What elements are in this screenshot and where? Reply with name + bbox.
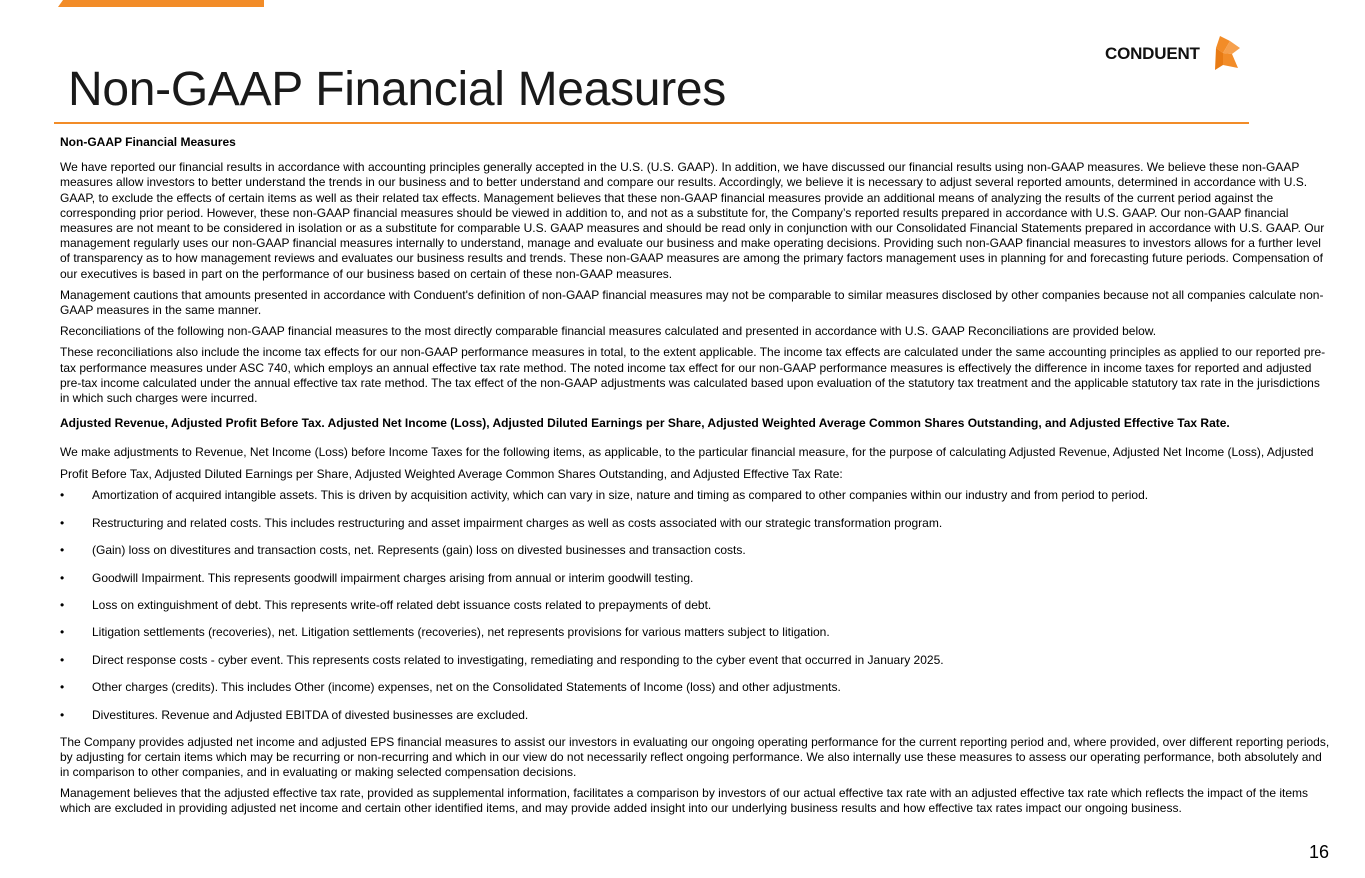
conduent-logo: [1105, 34, 1246, 74]
bullet: •: [60, 625, 65, 640]
bullet: •: [60, 652, 65, 667]
list-item: [60, 543, 1332, 570]
bullet: •: [60, 570, 65, 585]
section-heading: Non-GAAP Financial Measures: [60, 135, 236, 149]
list-item-text: Direct response costs - cyber event. This represents costs related to investigating, remediating and responding to the cyber event that occurred in January 2025.: [92, 652, 944, 667]
content-body: [60, 135, 1332, 823]
list-item: [60, 571, 1332, 598]
section-heading: Adjusted Revenue, Adjusted Profit Before Tax. Adjusted Net Income (Loss), Adjusted Diluted Earnings per Share, Adjusted Weighted Average Common Shares Outstanding, and Adjusted Effective Tax Rate.: [60, 416, 1230, 431]
paragraph: Management cautions that amounts presented in accordance with Conduent's definition of non-GAAP financial measures may not be comparable to similar measures disclosed by other companies because not all companies calculate non-GAAP measures in the same manner.: [60, 287, 1324, 318]
paragraph: Reconciliations of the following non-GAAP financial measures to the most directly comparable financial measures calculated and presented in accordance with U.S. GAAP Reconciliations are provided below.: [60, 324, 1157, 339]
logo-wordmark: CONDUENT: [1105, 44, 1200, 63]
list-item-text: Litigation settlements (recoveries), net. Litigation settlements (recoveries), net represents provisions for various matters subject to litigation.: [92, 625, 830, 640]
conduent-logo-icon: [1206, 34, 1246, 74]
bullet: •: [60, 707, 65, 722]
list-item: [60, 708, 1332, 724]
list-item: [60, 598, 1332, 625]
bullet: •: [60, 515, 65, 530]
title-divider: [54, 122, 1249, 124]
list-item: [60, 625, 1332, 652]
paragraph: The Company provides adjusted net income and adjusted EPS financial measures to assist our investors in evaluating our ongoing operating performance for the current reporting period and, where provided, over different reporting periods, by adjusting for certain items which may be recurring or non-recurring and which in our view do not necessarily reflect ongoing performance. We also internally use these measures to assess our operating performance, both absolutely and in comparison to other companies, and in evaluating or making selected compensation decisions.: [60, 734, 1330, 779]
top-accent-bar: [58, 0, 264, 7]
adjustments-list: [60, 488, 1332, 723]
bullet: •: [60, 598, 65, 613]
list-item: [60, 680, 1332, 707]
list-item-text: Amortization of acquired intangible assets. This is driven by acquisition activity, which can vary in size, nature and timing as compared to other companies within our industry and from period to period.: [92, 488, 1149, 503]
list-item-text: Restructuring and related costs. This includes restructuring and asset impairment charges as well as costs associated with our strategic transformation program.: [92, 515, 943, 530]
list-item: [60, 653, 1332, 680]
list-item-text: Loss on extinguishment of debt. This represents write-off related debt issuance costs related to prepayments of debt.: [92, 598, 712, 613]
paragraph: We make adjustments to Revenue, Net Income (Loss) before Income Taxes for the following items, as applicable, to the particular financial measure, for the purpose of calculating Adjusted Revenue, Adjusted Net Income (Loss), Adjusted Profit Before Tax, Adjusted Diluted Earnings per Share, Adjusted Weighted Average Common Shares Outstanding, and Adjusted Effective Tax Rate:: [60, 445, 1314, 482]
paragraph: We have reported our financial results in accordance with accounting principles generally accepted in the U.S. (U.S. GAAP). In addition, we have discussed our financial results using non-GAAP measures. We believe these non-GAAP measures allow investors to better understand the trends in our business and to better understand and compare our results. Accordingly, we believe it is necessary to adjust several reported amounts, determined in accordance with U.S. GAAP, to exclude the effects of certain items as well as their related tax effects. Management believes that these non-GAAP financial measures provide an additional means of analyzing the results of the current period against the corresponding prior period. However, these non-GAAP financial measures should be viewed in addition to, and not as a substitute for, the Company’s reported results prepared in accordance with U.S. GAAP. Our non-GAAP financial measures are not meant to be considered in isolation or as a substitute for comparable U.S. GAAP measures and should be read only in conjunction with our Consolidated Financial Statements prepared in accordance with U.S. GAAP. Our management regularly uses our non-GAAP financial measures internally to understand, manage and evaluate our business and make operating decisions. Providing such non-GAAP financial measures to investors allows for a further level of transparency as to how management reviews and evaluates our business results and trends. These non-GAAP measures are among the primary factors management uses in planning for and forecasting future periods. Compensation of our executives is based in part on the performance of our business based on certain of these non-GAAP measures.: [60, 160, 1325, 281]
bullet: •: [60, 543, 65, 558]
list-item-text: Other charges (credits). This includes Other (income) expenses, net on the Consolidated Statements of Income (loss) and other adjustments.: [92, 680, 841, 695]
list-item: [60, 488, 1332, 515]
list-item-text: Goodwill Impairment. This represents goodwill impairment charges arising from annual or interim goodwill testing.: [92, 570, 694, 585]
list-item-text: Divestitures. Revenue and Adjusted EBITDA of divested businesses are excluded.: [92, 707, 529, 722]
list-item: [60, 516, 1332, 543]
page-number: 16: [1308, 842, 1329, 862]
page-title: Non-GAAP Financial Measures: [68, 63, 726, 116]
bullet: •: [60, 488, 65, 503]
list-item-text: (Gain) loss on divestitures and transaction costs, net. Represents (gain) loss on divested businesses and transaction costs.: [92, 543, 746, 558]
bullet: •: [60, 680, 65, 695]
paragraph: These reconciliations also include the income tax effects for our non-GAAP performance measures in total, to the extent applicable. The income tax effects are calculated under the same accounting principles as applied to our reported pre-tax performance measures under ASC 740, which employs an annual effective tax rate method. The noted income tax effect for our non-GAAP performance measures is effectively the difference in income taxes for reported and adjusted pre-tax income calculated under the annual effective tax rate method. The tax effect of the non-GAAP adjustments was calculated based upon evaluation of the statutory tax treatment and the applicable statutory tax rate in the jurisdictions in which such charges were incurred.: [60, 345, 1326, 406]
paragraph: Management believes that the adjusted effective tax rate, provided as supplemental information, facilitates a comparison by investors of our actual effective tax rate with an adjusted effective tax rate which reflects the impact of the items which are excluded in providing adjusted net income and certain other identified items, and may provide added insight into our underlying business results and how effective tax rates impact our ongoing business.: [60, 786, 1308, 816]
